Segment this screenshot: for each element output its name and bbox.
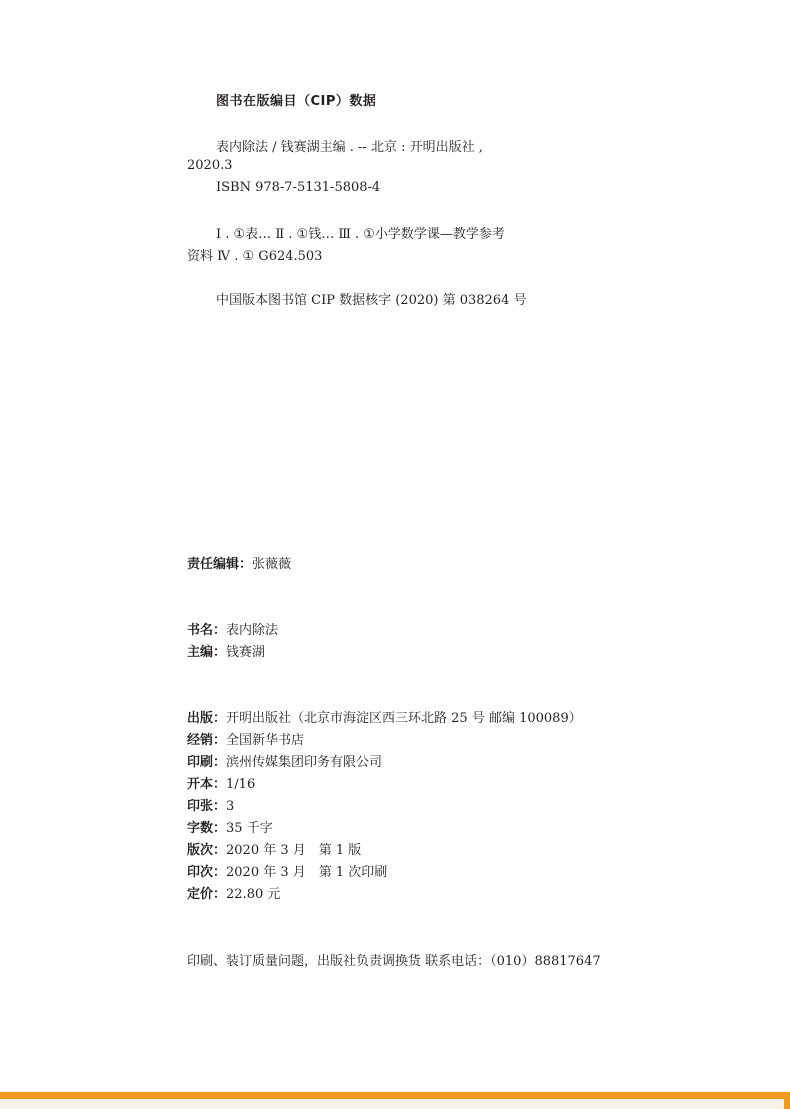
footer-band [0,1092,790,1109]
price-row [187,883,280,902]
printer-value: 滨州传媒集团印务有限公司 [226,755,383,770]
cip-classification-1: Ⅰ . ①表… Ⅱ . ①钱… Ⅲ . ①小学数学课—教学参考 [216,227,505,242]
sheets-row [187,795,234,814]
printing-label: 印次： [187,865,227,880]
quality-notice: 印刷、装订质量问题，出版社负责调换货 联系电话：（010）88817647 [187,954,601,969]
word-count-value: 35 千字 [226,821,273,836]
distributor-value: 全国新华书店 [226,733,305,748]
chief-editor-row [187,641,265,660]
chief-editor-label: 主编： [187,645,227,660]
cip-line-2: 2020.3 [187,158,233,173]
format-label: 开本： [187,777,227,792]
printer-label: 印刷： [187,755,227,770]
word-count-row [187,817,273,836]
editor-value: 张薇薇 [252,557,292,572]
distributor-label: 经销： [187,733,227,748]
book-title-label: 书名： [187,623,227,638]
printer-row [187,751,382,770]
cip-title: 图书在版编目（CIP）数据 [216,94,377,109]
responsible-editor [187,553,291,572]
footer-edge-accent [784,1092,790,1109]
chief-editor-value: 钱赛湖 [226,645,266,660]
edition-label: 版次： [187,843,227,858]
publisher-label: 出版： [187,711,227,726]
sheets-value: 3 [226,799,235,814]
printing-row [187,861,387,880]
printing-value: 2020 年 3 月 第 1 次印刷 [226,865,388,880]
cip-line-1: 表内除法 / 钱赛湖主编 . -- 北京 : 开明出版社 , [216,140,483,155]
edition-row [187,839,361,858]
cip-record-number: 中国版本图书馆 CIP 数据核字 (2020) 第 038264 号 [216,293,527,308]
cip-classification-2: 资料 Ⅳ . ① G624.503 [187,249,323,264]
word-count-label: 字数： [187,821,227,836]
edition-value: 2020 年 3 月 第 1 版 [226,843,362,858]
price-value: 22.80 元 [226,887,281,902]
publisher-value: 开明出版社（北京市海淀区西三环北路 25 号 邮编 100089） [226,711,582,726]
publisher-row [187,707,582,726]
price-label: 定价： [187,887,227,902]
cip-isbn: ISBN 978-7-5131-5808-4 [216,180,381,195]
book-title-row [187,619,278,638]
editor-label: 责任编辑： [187,557,253,572]
format-row [187,773,255,792]
distributor-row [187,729,304,748]
book-title-value: 表内除法 [226,623,279,638]
format-value: 1/16 [226,777,256,792]
sheets-label: 印张： [187,799,227,814]
